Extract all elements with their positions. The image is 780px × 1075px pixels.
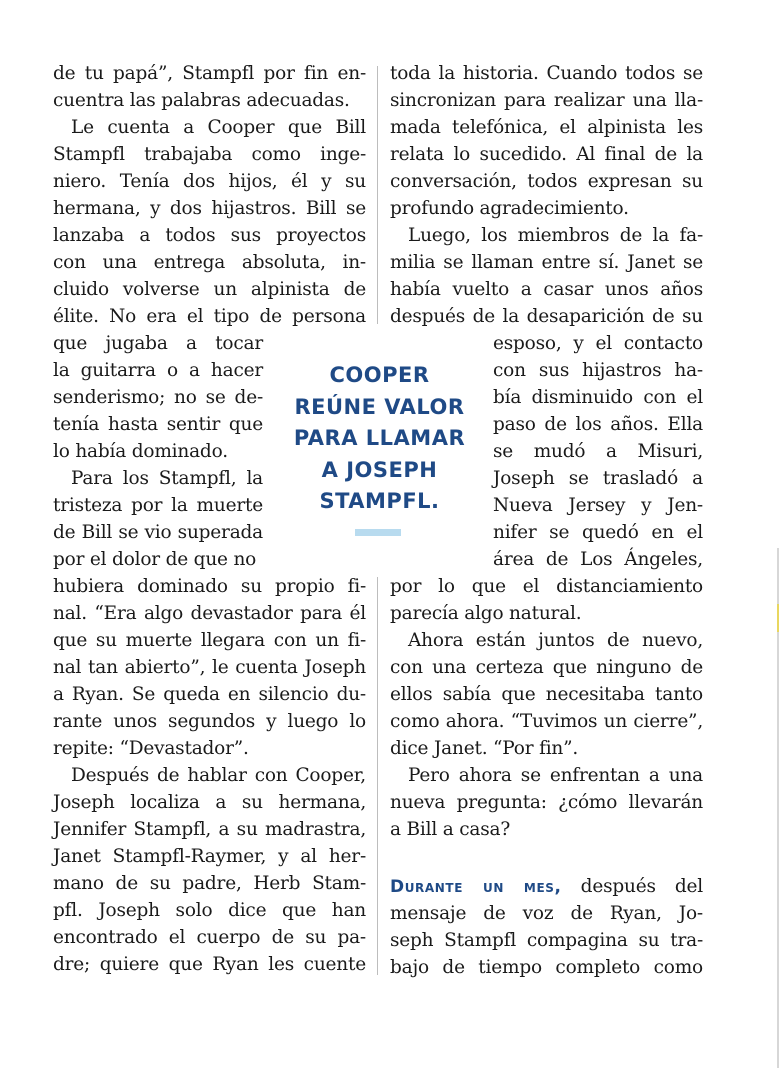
body-line: tristeza por la muerte	[53, 495, 263, 516]
body-line: con una entrega absoluta, in-	[53, 252, 366, 273]
pull-quote-line: STAMPFL.	[319, 489, 440, 513]
body-line: que su muerte llegara con un fi-	[53, 630, 366, 651]
body-line: mano de su padre, Herb Stam-	[53, 873, 366, 894]
pull-quote-line: A JOSEPH	[321, 457, 438, 482]
body-line: de tu papá”, Stampfl por fin en-	[53, 63, 366, 84]
body-line: conversación, todos expresan su	[390, 171, 703, 192]
section-lead-in: Durante un mes,	[390, 877, 562, 897]
body-line: tenía hasta sentir que	[53, 414, 263, 435]
body-line: mensaje de voz de Ryan, Jo-	[390, 903, 703, 924]
right-column-top	[390, 60, 703, 330]
body-line: con una certeza que ninguno de	[390, 657, 703, 678]
body-line: por lo que el distanciamiento	[390, 576, 703, 597]
body-line: dice Janet. “Por fin”.	[390, 738, 579, 759]
body-line: Jennifer Stampfl, a su madrastra,	[53, 819, 366, 840]
body-line: de Bill se vio superada	[53, 522, 263, 543]
body-line: Para los Stampfl, la	[71, 468, 263, 489]
body-line: cuentra las palabras adecuadas.	[53, 90, 350, 111]
body-line: élite. No era el tipo de persona	[53, 306, 366, 327]
body-line: parecía algo natural.	[390, 603, 582, 624]
left-column-top	[53, 60, 366, 330]
body-line: nal. “Era algo devastador para él	[53, 603, 366, 624]
body-line: hubiera dominado su propio fi-	[53, 576, 366, 597]
body-line: bajo de tiempo completo como	[390, 957, 703, 978]
page-edge-mark	[777, 604, 779, 632]
body-line: ellos sabía que necesitaba tanto	[390, 684, 703, 705]
pull-quote-accent-bar	[355, 529, 401, 536]
body-line: bía disminuido con el	[493, 387, 703, 408]
body-line: a Bill a casa?	[390, 819, 511, 840]
body-line: Joseph se trasladó a	[493, 468, 703, 489]
body-line: encontrado el cuerpo de su pa-	[53, 927, 366, 948]
body-line: Nueva Jersey y Jen-	[493, 495, 703, 516]
body-line: se mudó a Misuri,	[493, 441, 703, 462]
body-line: hermana, y dos hijastros. Bill se	[53, 198, 366, 219]
body-line: después de la desaparición de su	[390, 306, 703, 327]
body-line: pfl. Joseph solo dice que han	[53, 900, 366, 921]
body-line: profundo agradecimiento.	[390, 198, 629, 219]
body-line: a Ryan. Se queda en silencio du-	[53, 684, 366, 705]
body-line: paso de los años. Ella	[493, 414, 703, 435]
body-line: senderismo; no se de-	[53, 387, 263, 408]
body-line: toda la historia. Cuando todos se	[390, 63, 703, 84]
column-divider-bottom	[377, 577, 378, 975]
body-line: rante unos segundos y luego lo	[53, 711, 366, 732]
body-line: mada telefónica, el alpinista les	[390, 117, 703, 138]
body-line: Ahora están juntos de nuevo,	[408, 630, 703, 651]
pull-quote-line: PARA LLAMAR	[293, 426, 466, 450]
section-first-line-text: después del	[561, 876, 703, 897]
body-line: lo había dominado.	[53, 441, 228, 462]
pull-quote-line: COOPER	[329, 363, 430, 387]
right-column-narrow	[493, 330, 703, 573]
column-divider-top	[377, 66, 378, 324]
section-opening-line	[390, 873, 703, 900]
left-column-bottom	[53, 573, 366, 978]
right-column-bottom	[390, 573, 703, 843]
body-line: Stampfl trabajaba como inge-	[53, 144, 366, 165]
body-line: nueva pregunta: ¿cómo llevarán	[390, 792, 703, 813]
body-line: nal tan abierto”, le cuenta Joseph	[53, 657, 366, 678]
body-line: había vuelto a casar unos años	[390, 279, 703, 300]
body-line: Luego, los miembros de la fa-	[408, 225, 703, 246]
body-line: repite: “Devastador”.	[53, 738, 249, 759]
body-line: como ahora. “Tuvimos un cierre”,	[390, 711, 703, 732]
body-line: sincronizan para realizar una lla-	[390, 90, 703, 111]
body-line: Joseph localiza a su hermana,	[53, 792, 366, 813]
body-line: Le cuenta a Cooper que Bill	[71, 117, 366, 138]
body-line: nifer se quedó en el	[493, 522, 703, 543]
body-line: lanzaba a todos sus proyectos	[53, 225, 366, 246]
body-line: la guitarra o a hacer	[53, 360, 263, 381]
body-line: con sus hijastros ha-	[493, 360, 703, 381]
body-line: Janet Stampfl-Raymer, y al her-	[53, 846, 366, 867]
body-line: Después de hablar con Cooper,	[71, 765, 366, 786]
body-line: área de Los Ángeles,	[493, 549, 703, 570]
pull-quote-line: REÚNE VALOR	[294, 394, 465, 419]
body-line: relata lo sucedido. Al final de la	[390, 144, 703, 165]
body-line: por el dolor de que no	[53, 549, 257, 570]
body-line: cluido volverse un alpinista de	[53, 279, 366, 300]
body-line: seph Stampfl compagina su tra-	[390, 930, 703, 951]
body-line: dre; quiere que Ryan les cuente	[53, 954, 366, 975]
right-column-section	[390, 873, 703, 981]
pull-quote	[282, 360, 477, 518]
body-line: niero. Tenía dos hijos, él y su	[53, 171, 366, 192]
body-line: Pero ahora se enfrentan a una	[408, 765, 703, 786]
body-line: que jugaba a tocar	[53, 333, 263, 354]
left-column-narrow	[53, 330, 263, 573]
body-line: milia se llaman entre sí. Janet se	[390, 252, 703, 273]
body-line: esposo, y el contacto	[493, 333, 703, 354]
